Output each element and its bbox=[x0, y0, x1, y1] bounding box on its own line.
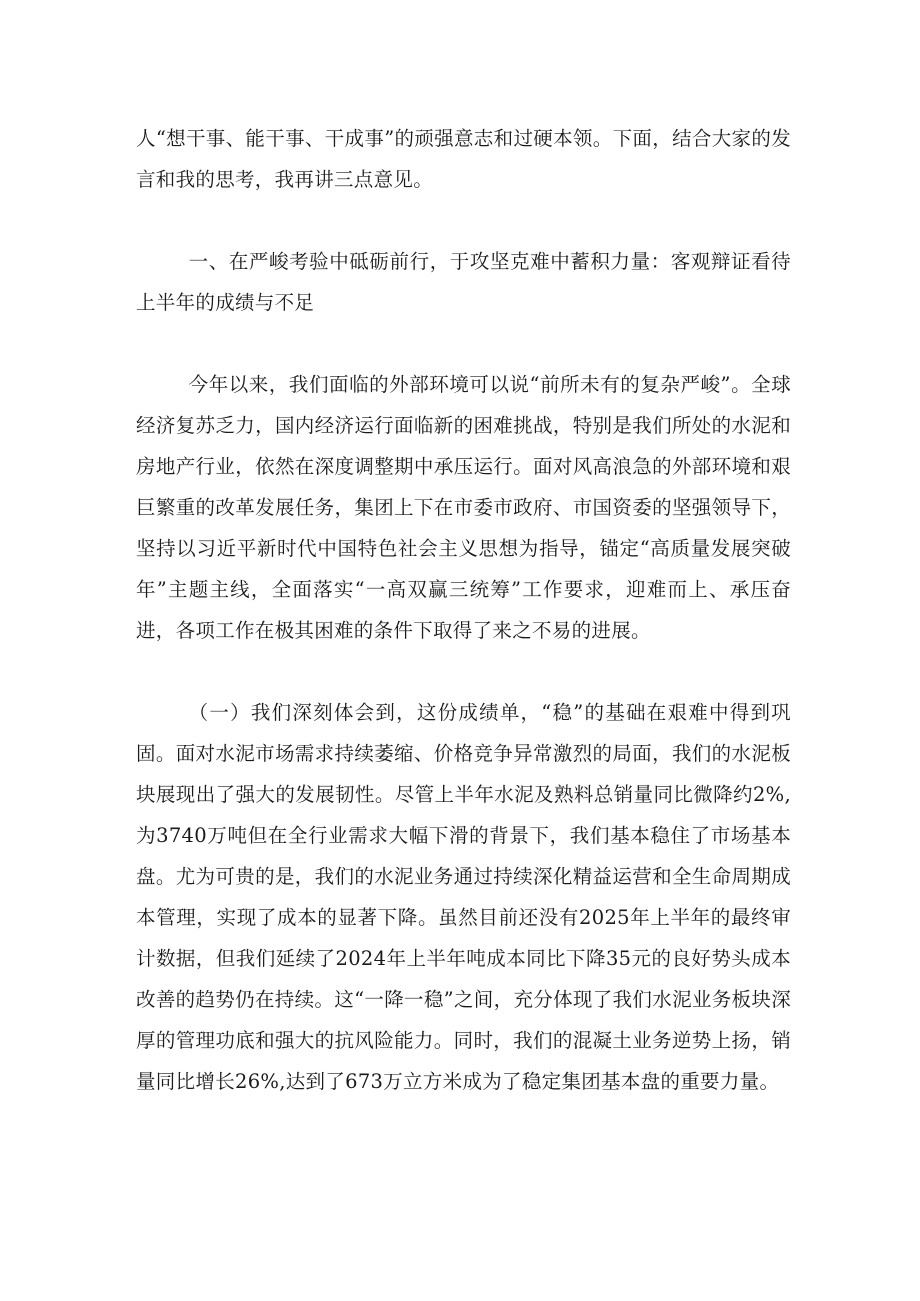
document-body bbox=[136, 118, 791, 1102]
paragraph-continuation: 人“想干事、能干事、干成事”的顽强意志和过硬本领。下面，结合大家的发言和我的思考，我再讲三点意见。 bbox=[136, 127, 791, 191]
paragraph-overview: 今年以来，我们面临的外部环境可以说“前所未有的复杂严峻”。全球经济复苏乏力，国内经济运行面临新的困难挑战，特别是我们所处的水泥和房地产行业，依然在深度调整期中承压运行。面对风高浪急的外部环境和艰巨繁重的改革发展任务，集团上下在市委市政府、市国资委的坚强领导下，坚持以习近平新时代中国特色社会主义思想为指导，锚定“高质量发展突破年”主题主线，全面落实“一高双赢三统筹”工作要求，迎难而上、承压奋进，各项工作在极其困难的条件下取得了来之不易的进展。 bbox=[136, 373, 791, 642]
paragraph-subsection-one: （一）我们深刻体会到，这份成绩单，“稳”的基础在艰难中得到巩固。面对水泥市场需求持续萎缩、价格竞争异常激烈的局面，我们的水泥板块展现出了强大的发展韧性。尽管上半年水泥及熟料总销量同比微降约2%,为3740万吨但在全行业需求大幅下滑的背景下，我们基本稳住了市场基本盘。尤为可贵的是，我们的水泥业务通过持续深化精益运营和全生命周期成本管理，实现了成本的显著下降。虽然目前还没有2025年上半年的最终审计数据，但我们延续了2024年上半年吨成本同比下降35元的良好势头成本改善的趋势仍在持续。这“一降一稳”之间，充分体现了我们水泥业务板块深厚的管理功底和强大的抗风险能力。同时，我们的混凝土业务逆势上扬，销量同比增长26%,达到了673万立方米成为了稳定集团基本盘的重要力量。 bbox=[136, 701, 791, 1093]
section-heading: 一、在严峻考验中砥砺前行，于攻坚克难中蓄积力量：客观辩证看待上半年的成绩与不足 bbox=[136, 250, 791, 314]
